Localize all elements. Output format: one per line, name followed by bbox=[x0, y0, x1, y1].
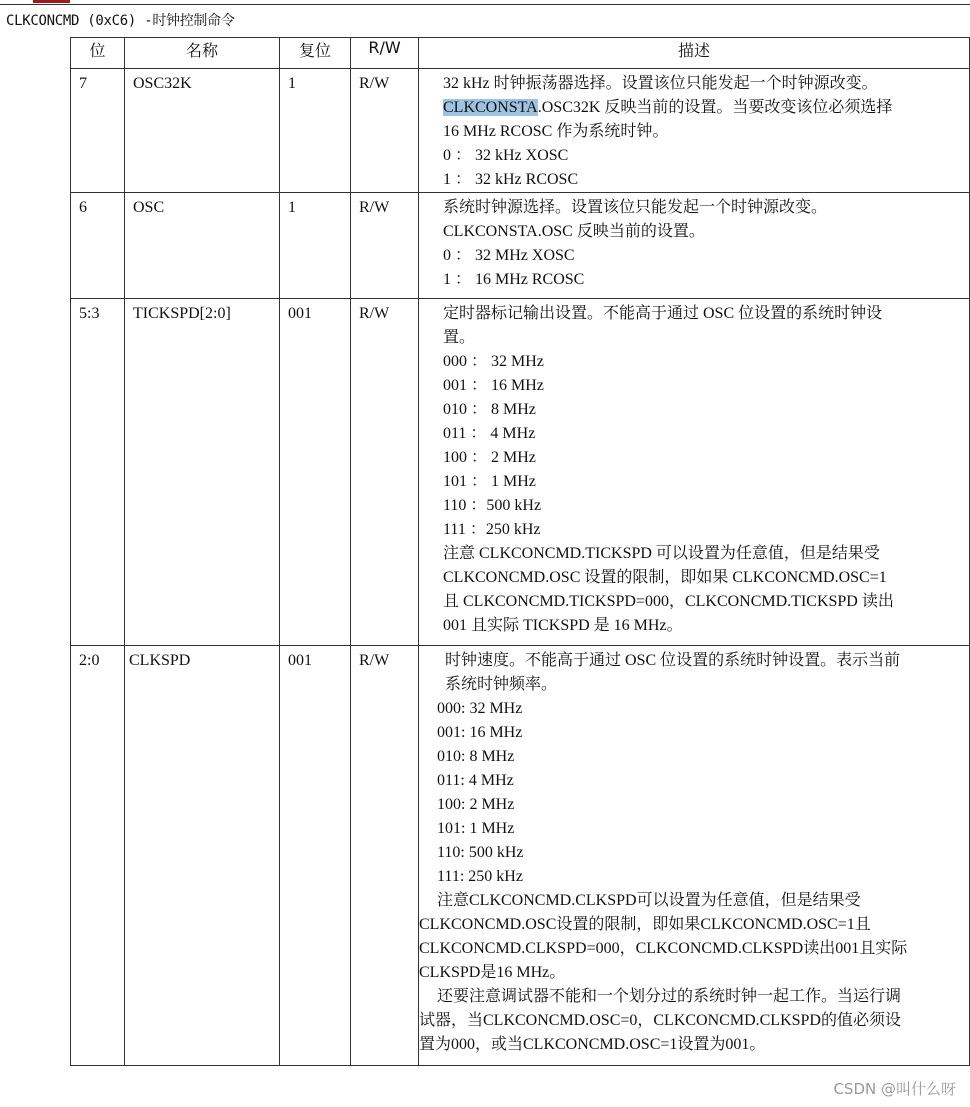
desc-line: 定时器标记输出设置。不能高于通过 OSC 位设置的系统时钟设 bbox=[443, 305, 883, 322]
desc-line: 111: 250 kHz bbox=[437, 868, 523, 885]
header-name: 名称 bbox=[125, 38, 280, 69]
desc-line: 还要注意调试器不能和一个划分过的系统时钟一起工作。当运行调 bbox=[437, 988, 902, 1005]
bit-cell: 6 bbox=[71, 193, 125, 299]
table-row bbox=[71, 646, 970, 1066]
bit-cell: 2:0 bbox=[71, 646, 125, 1066]
desc-line: 011: 4 MHz bbox=[437, 772, 514, 789]
desc-line: 0 ： 32 MHz XOSC bbox=[443, 247, 575, 264]
divider bbox=[0, 4, 970, 5]
rw-cell: R/W bbox=[351, 69, 419, 193]
desc-line: 0 ： 32 kHz XOSC bbox=[443, 147, 569, 164]
desc-line: 001: 16 MHz bbox=[437, 724, 523, 741]
desc-line: 011 ： 4 MHz bbox=[443, 425, 536, 442]
desc-line: CLKCONCMD.OSC设置的限制，即如果CLKCONCMD.OSC=1且 bbox=[419, 916, 871, 933]
register-table bbox=[70, 37, 970, 1066]
desc-line: CLKCONSTA.OSC 反映当前的设置。 bbox=[443, 223, 705, 240]
desc-line: 111 ：250 kHz bbox=[443, 521, 541, 538]
register-title: CLKCONCMD (0xC6) -时钟控制命令 bbox=[6, 13, 235, 29]
name-cell: TICKSPD[2:0] bbox=[125, 299, 280, 646]
desc-line: 110: 500 kHz bbox=[437, 844, 524, 861]
desc-line: 101: 1 MHz bbox=[437, 820, 515, 837]
highlighted-text: CLKCONSTA bbox=[443, 99, 538, 116]
desc-line: 110 ：500 kHz bbox=[443, 497, 542, 514]
desc-line: 100: 2 MHz bbox=[437, 796, 515, 813]
name-cell: OSC32K bbox=[125, 69, 280, 193]
rw-cell: R/W bbox=[351, 299, 419, 646]
name-cell: OSC bbox=[125, 193, 280, 299]
desc-line: 且 CLKCONCMD.TICKSPD=000，CLKCONCMD.TICKSPD 读出 bbox=[443, 593, 894, 610]
desc-line: 置为000，或当CLKCONCMD.OSC=1设置为001。 bbox=[419, 1036, 766, 1053]
page-tab-marker bbox=[33, 0, 70, 3]
table-header-row bbox=[71, 38, 970, 69]
desc-line: 100 ： 2 MHz bbox=[443, 449, 536, 466]
desc-text: .OSC32K 反映当前的设置。当要改变该位必须选择 bbox=[537, 99, 893, 116]
desc-line: 001 ： 16 MHz bbox=[443, 377, 544, 394]
desc-line: 32 kHz 时钟振荡器选择。设置该位只能发起一个时钟源改变。 bbox=[443, 75, 878, 92]
reset-cell: 1 bbox=[280, 193, 351, 299]
desc-line: 16 MHz RCOSC 作为系统时钟。 bbox=[443, 123, 669, 140]
description-cell bbox=[419, 646, 970, 1066]
desc-line: 注意CLKCONCMD.CLKSPD可以设置为任意值，但是结果受 bbox=[437, 892, 861, 909]
rw-cell: R/W bbox=[351, 193, 419, 299]
reset-cell: 001 bbox=[280, 646, 351, 1066]
description-cell bbox=[419, 69, 970, 193]
desc-line bbox=[443, 96, 965, 120]
desc-line: 系统时钟源选择。设置该位只能发起一个时钟源改变。 bbox=[443, 199, 828, 216]
desc-line: 置。 bbox=[443, 329, 476, 346]
header-rw: R/W bbox=[351, 38, 419, 69]
desc-line: CLKSPD是16 MHz。 bbox=[419, 964, 566, 981]
desc-line: CLKCONCMD.OSC 设置的限制，即如果 CLKCONCMD.OSC=1 bbox=[443, 569, 887, 586]
watermark: CSDN @叫什么呀 bbox=[833, 1080, 956, 1098]
table-row bbox=[71, 299, 970, 646]
header-description: 描述 bbox=[419, 38, 970, 69]
desc-line: CLKCONCMD.CLKSPD=000，CLKCONCMD.CLKSPD读出001且实际 bbox=[419, 940, 908, 957]
name-cell: CLKSPD bbox=[125, 646, 280, 1066]
rw-cell: R/W bbox=[351, 646, 419, 1066]
desc-line: 000: 32 MHz bbox=[437, 700, 523, 717]
bit-cell: 5:3 bbox=[71, 299, 125, 646]
reset-cell: 001 bbox=[280, 299, 351, 646]
desc-line: 010: 8 MHz bbox=[437, 748, 515, 765]
desc-line: 000 ： 32 MHz bbox=[443, 353, 544, 370]
table-row bbox=[71, 193, 970, 299]
header-bit: 位 bbox=[71, 38, 125, 69]
table-row bbox=[71, 69, 970, 193]
desc-line: 试器，当CLKCONCMD.OSC=0，CLKCONCMD.CLKSPD的值必须设 bbox=[419, 1012, 901, 1029]
desc-line: 1 ： 32 kHz RCOSC bbox=[443, 171, 579, 188]
desc-line: 注意 CLKCONCMD.TICKSPD 可以设置为任意值，但是结果受 bbox=[443, 545, 880, 562]
description-cell bbox=[419, 193, 970, 299]
desc-line: 时钟速度。不能高于通过 OSC 位设置的系统时钟设置。表示当前 bbox=[445, 652, 901, 669]
reset-cell: 1 bbox=[280, 69, 351, 193]
header-reset: 复位 bbox=[280, 38, 351, 69]
bit-cell: 7 bbox=[71, 69, 125, 193]
desc-line: 010 ： 8 MHz bbox=[443, 401, 536, 418]
description-cell bbox=[419, 299, 970, 646]
desc-line: 1 ： 16 MHz RCOSC bbox=[443, 271, 585, 288]
desc-line: 101 ： 1 MHz bbox=[443, 473, 536, 490]
desc-line: 系统时钟频率。 bbox=[445, 676, 558, 693]
desc-line: 001 且实际 TICKSPD 是 16 MHz。 bbox=[443, 617, 683, 634]
